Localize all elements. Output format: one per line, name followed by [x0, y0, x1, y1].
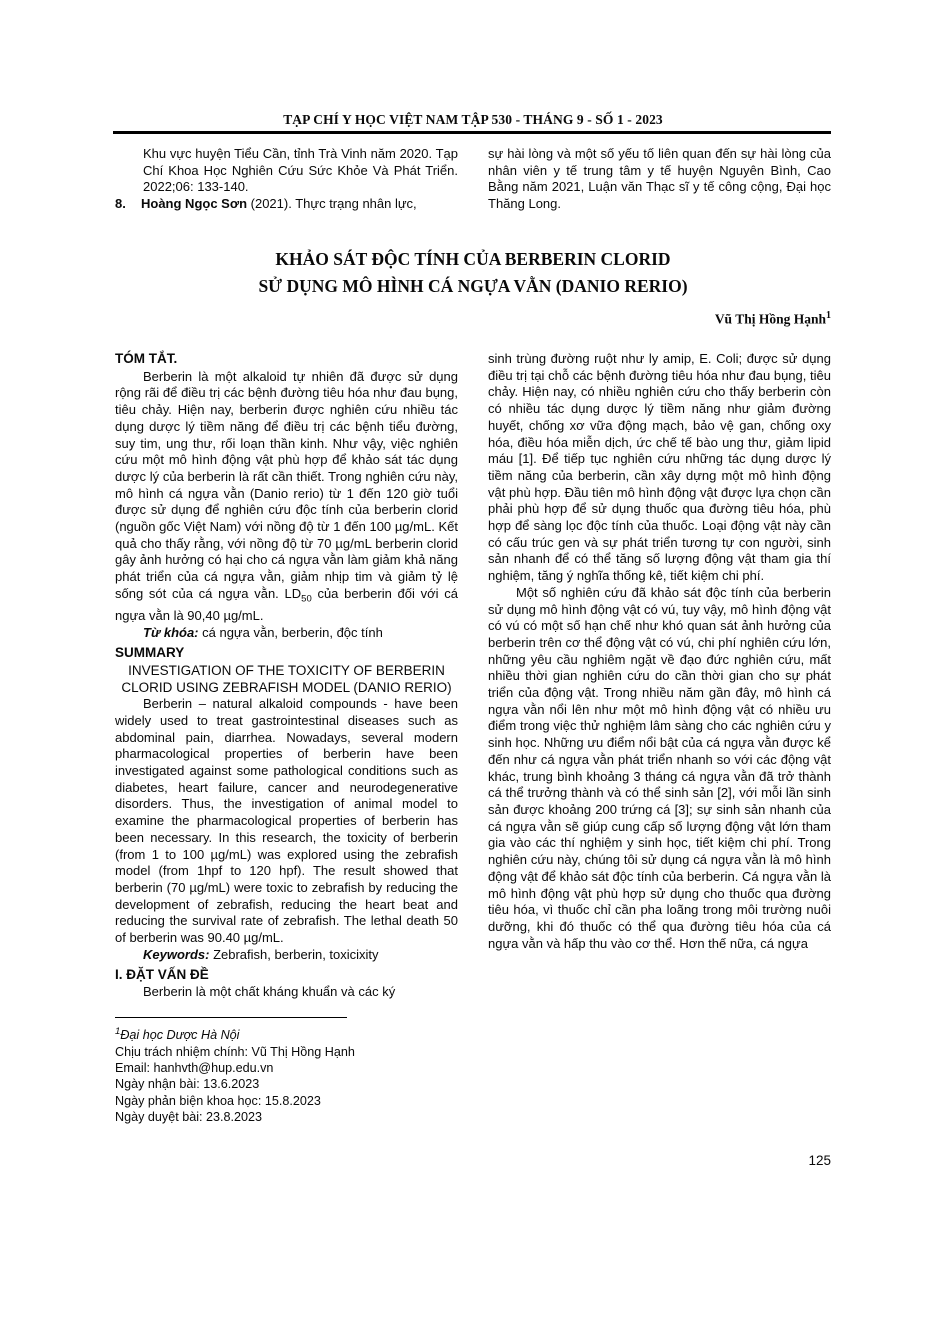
footnote-accepted-date: Ngày duyệt bài: 23.8.2023 — [115, 1110, 263, 1125]
abstract-paragraph — [115, 369, 458, 625]
left-column — [115, 351, 458, 1126]
footnote-responsible: Chịu trách nhiệm chính: Vũ Thị Hồng Hạnh — [115, 1044, 355, 1059]
introduction-paragraph-1: sinh trùng đường ruột như ly amip, E. Coli; được sử dụng điều trị tại chỗ các bệnh đường tiêu hóa như đau bụng, tiêu chảy. Hiện nay, có nhiều nghiên cứu cho thấy berberin còn có nhiều tác dụng dược lý tiềm năng như giảm đường huyết, chống xơ vữa động mạch, bảo vệ gan, chống oxy hóa, điều hóa miễn dịch, ức chế tế bào ung thư, giảm lipid máu [1]. Để tiếp tục nghiên cứu những tác dụng dược lý tiềm năng của berberin, cần xây dựng một mô hình động vật phù hợp. Đầu tiên mô hình động vật được lựa chọn cần phải phù hợp để sử dụng thuốc qua đường tiêu hóa, phù hợp để sàng lọc độc tính của thuốc. Loại động vật này cần có cấu trúc gen và sự phát triển tương tự con người, sinh sản nhanh để có thể tăng số lượng động vật tham gia thí nghiệm, tăng ý nghĩa thống kê, tiết kiệm chi phí. — [488, 351, 831, 584]
article-title-line2: SỬ DỤNG MÔ HÌNH CÁ NGỰA VẰN (DANIO RERIO) — [258, 276, 688, 296]
header-rule — [113, 131, 831, 134]
footnote-affiliation-text: Đại học Dược Hà Nội — [120, 1028, 240, 1043]
page-number: 125 — [808, 1153, 831, 1168]
footnote-affiliation — [115, 1024, 458, 1044]
ld-text: LD — [284, 585, 302, 601]
introduction-heading: I. ĐẶT VẤN ĐỀ — [115, 966, 209, 982]
keywords-text-en: Zebrafish, berberin, toxicixity — [209, 946, 379, 962]
footnote-received-date: Ngày nhận bài: 13.6.2023 — [115, 1077, 260, 1092]
reference-author: Hoàng Ngọc Sơn — [141, 195, 248, 211]
summary-subtitle: INVESTIGATION OF THE TOXICITY OF BERBERIN CLORID USING ZEBRAFISH MODEL (DANIO RERIO) — [121, 663, 452, 696]
abstract-heading: TÓM TẮT. — [115, 351, 178, 366]
keywords-label-en: Keywords: — [143, 946, 210, 962]
references-left-column — [115, 146, 458, 212]
summary-heading: SUMMARY — [115, 644, 185, 660]
ld50-label — [284, 585, 312, 605]
footnote-block — [115, 1017, 458, 1126]
author-line — [115, 310, 831, 328]
ld-subscript: 50 — [301, 593, 312, 605]
reference-continuation: Khu vực huyện Tiểu Cần, tỉnh Trà Vinh năm 2020. Tạp Chí Khoa Học Nghiên Cứu Sức Khỏe Và Phát Triển. 2022;06: 133-140. — [143, 146, 458, 195]
introduction-paragraph-2: Một số nghiên cứu đã khảo sát độc tính của berberin sử dụng mô hình động vật có vú, tuy vậy, mô hình động vật có vú có một số hạn chế như khó quan sát ảnh hưởng của berberin trên cơ thể động vật có vú, chi phí nghiên cứu lớn, những yêu cầu nghiêm ngặt về đạo đức nghiên cứu, mất nhiều thời gian nghiên cứu do cần thời gian cho sự phát triển của động vật. Trong nhiều năm gần đây, mô hình cá ngựa vằn nổi lên như một mô hình động vật có nhiều ưu điểm trong việc thử nghiệm lâm sàng cho các nghiên cứu y sinh học. Những ưu điểm nổi bật của cá ngựa vằn được kể đến như cá ngựa vằn phát triển nhanh so với các động vật khác, trung bình khoảng 3 tháng cá ngựa vằn đã trở thành cá thể trưởng thành và có thể sinh sản [2], với mỗi lần sinh sản được khoảng 200 trứng cá [3]; sự sinh sản nhanh của cá ngựa vằn sẽ giúp cung cấp số lượng động vật lớn tham gia vào các thí nghiệm y sinh học, tiết kiệm chi phí. Trong nghiên cứu này, chúng tôi sử dụng cá ngựa vằn là mô hình động vật để khảo sát độc tính của berberin. Cá ngựa vằn là mô hình động vật phù hợp sử dụng cho thuốc qua đường tiêu hóa, vì thuốc chỉ cần pha loãng trong môi trường nuôi dưỡng, khi đó thuốc có thể qua đường tiêu hóa của cá ngựa vằn và hấp thu vào cơ thể. Hơn thế nữa, cá ngựa — [488, 584, 831, 951]
right-column — [488, 351, 831, 1126]
reference-text: (2021). Thực trạng nhân lực, — [247, 195, 417, 211]
keywords-text-vi: cá ngựa vằn, berberin, độc tính — [198, 624, 383, 640]
reference-item-8 — [115, 196, 458, 213]
author-name: Vũ Thị Hồng Hạnh — [714, 311, 826, 327]
journal-header: TẠP CHÍ Y HỌC VIỆT NAM TẬP 530 - THÁNG 9 - SỐ 1 - 2023 — [283, 112, 663, 127]
footnote-review-date: Ngày phản biện khoa học: 15.8.2023 — [115, 1093, 321, 1108]
footnote-rule — [115, 1017, 347, 1018]
references-tail — [115, 146, 831, 212]
summary-paragraph: Berberin – natural alkaloid compounds - have been widely used to treat gastrointestinal diseases such as abdominal pain, diarrhea. Nowadays, several modern pharmacological properties of berberin have been investigated against some pathological conditions such as diabetes, heart failure, cancer and neurodegenerative disorders. Thus, the investigation of animal model to examine the pharmacological properties of berberin has been necessary. In this research, the toxicity of berberin (from 1 to 100 µg/mL) was explored using the zebrafish model (from 1hpf to 120 hpf). The result showed that berberin (70 µg/mL) were toxic to zebrafish by reducing the development of zebrafish, reducing the heart beat and reducing the survival rate of zebrafish. The lethal death 50 of berberin was 90.40 µg/mL. — [115, 696, 458, 946]
article-title — [115, 246, 831, 300]
body-columns — [115, 351, 831, 1126]
abstract-text-2: của berberin đối với cá ngựa vằn là 90,40 µg/mL. — [115, 585, 458, 624]
keywords-label-vi: Từ khóa: — [143, 624, 199, 640]
author-affiliation-marker: 1 — [826, 310, 831, 321]
summary-keywords — [115, 947, 458, 964]
reference-continuation-right: sự hài lòng và một số yếu tố liên quan đến sự hài lòng của nhân viên y tế trung tâm y tế huyện Nguyên Bình, Cao Bằng năm 2021, Luận văn Thạc sĩ y tế công cộng, Đại học Thăng Long. — [488, 146, 831, 211]
footnote-marker: 1 — [115, 1025, 121, 1037]
footnote-email: Email: hanhvth@hup.edu.vn — [115, 1060, 274, 1075]
article-title-line1: KHẢO SÁT ĐỘC TÍNH CỦA BERBERIN CLORID — [275, 249, 671, 269]
reference-number: 8. — [115, 195, 126, 211]
introduction-first-line: Berberin là một chất kháng khuẩn và các ký — [143, 984, 396, 1000]
references-right-column — [488, 146, 831, 212]
abstract-keywords — [115, 625, 458, 642]
abstract-text-1: Berberin là một alkaloid tự nhiên đã được sử dụng rộng rãi để điều trị các bệnh đường tiêu hóa như đau bụng, tiêu chảy. Hiện nay, berberin được nghiên cứu nhiều tác dụng dược lý tiềm năng để điều trị các bệnh tiểu đường, suy tim, ung thư, rối loạn thần kinh. Như vậy, việc nghiên cứu một mô hình động vật phù hợp để khảo sát tác dụng dược lý của berberin là rất cần thiết. Trong nghiên cứu này, mô hình cá ngựa vằn (Danio rerio) từ 1 đến 120 giờ tuổi được sử dụng để nghiên cứu độc tính của berberin clorid (nguồn gốc Việt Nam) với nồng độ từ 1 đến 100 µg/mL. Kết quả cho thấy rằng, với nồng độ từ 70 µg/mL berberin clorid gây ảnh hưởng có hại cho cá ngựa vằn làm giảm khả năng phát triển của cá ngựa vằn, giảm nhịp tim và giảm tỷ lệ sống sót của cá ngựa vằn. — [115, 368, 458, 601]
